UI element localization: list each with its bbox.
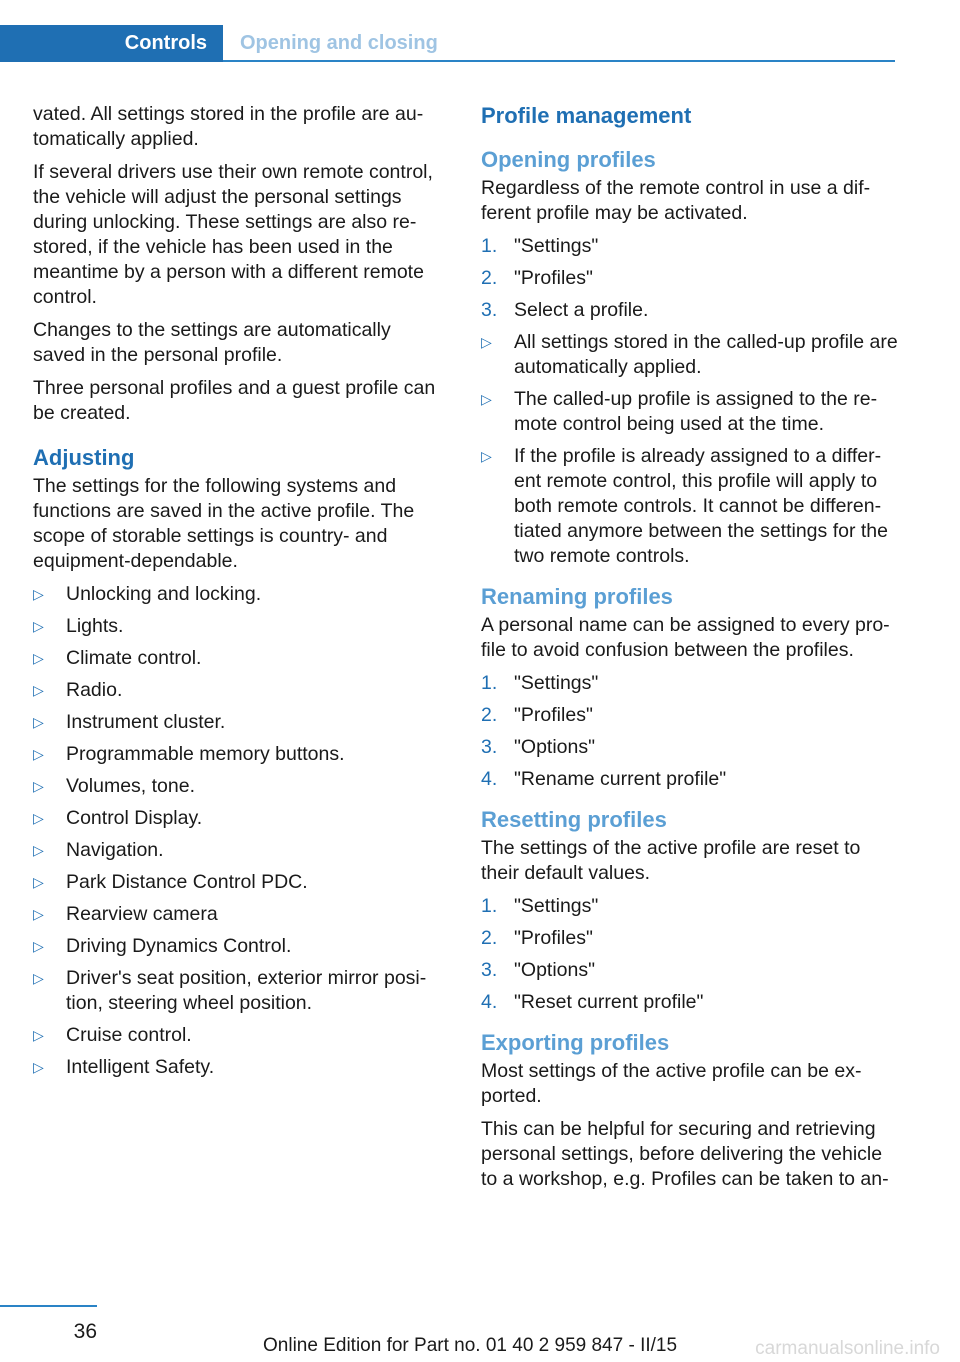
paragraph: Three personal profiles and a guest profile can be created.	[33, 377, 436, 424]
step-number: 4.	[481, 991, 498, 1013]
step-item	[481, 671, 901, 696]
step-text: "Settings"	[514, 235, 599, 257]
paragraph: This can be helpful for securing and retrieving personal settings, before delivering the vehicle to a workshop, e.g. Profiles can be taken to an-	[481, 1118, 889, 1190]
list-item	[33, 902, 445, 927]
list-item-text: Unlocking and locking.	[66, 583, 262, 605]
settings-list	[33, 582, 445, 1080]
heading-resetting-profiles: Resetting profiles	[481, 807, 667, 832]
step-number: 3.	[481, 959, 498, 981]
list-item	[33, 806, 445, 831]
triangle-bullet-icon: ▷	[33, 874, 44, 890]
step-item	[481, 703, 901, 728]
step-text: "Settings"	[514, 672, 599, 694]
step-item	[481, 234, 901, 259]
step-number: 2.	[481, 267, 498, 289]
list-item	[33, 774, 445, 799]
step-number: 1.	[481, 895, 498, 917]
triangle-bullet-icon: ▷	[33, 810, 44, 826]
step-item	[481, 266, 901, 291]
paragraph: If several drivers use their own remote control, the vehicle will adjust the personal settings during unlocking. These settings are also re-stored, if the vehicle has been used in the meantime by a person with a different remote control.	[33, 161, 433, 308]
paragraph: vated. All settings stored in the profile are au-tomatically applied.	[33, 103, 424, 150]
list-item-text: Climate control.	[66, 647, 202, 669]
heading-renaming-profiles: Renaming profiles	[481, 584, 673, 609]
triangle-bullet-icon: ▷	[33, 1059, 44, 1075]
triangle-bullet-icon: ▷	[33, 618, 44, 634]
step-text: "Profiles"	[514, 704, 593, 726]
step-number: 3.	[481, 736, 498, 758]
list-item	[33, 1023, 445, 1048]
step-number: 2.	[481, 704, 498, 726]
list-item-text: Driver's seat position, exterior mirror posi-tion, steering wheel position.	[66, 967, 427, 1014]
step-number: 1.	[481, 235, 498, 257]
step-text: "Options"	[514, 736, 596, 758]
list-item-text: Radio.	[66, 679, 123, 701]
triangle-bullet-icon: ▷	[33, 714, 44, 730]
triangle-bullet-icon: ▷	[33, 778, 44, 794]
list-item-text: Rearview camera	[66, 903, 218, 925]
list-item-text: Instrument cluster.	[66, 711, 226, 733]
page-number: 36	[73, 1320, 97, 1343]
step-item	[481, 926, 901, 951]
list-item	[33, 1055, 445, 1080]
heading-profile-management: Profile management	[481, 103, 692, 128]
step-number: 2.	[481, 927, 498, 949]
triangle-bullet-icon: ▷	[33, 906, 44, 922]
list-item	[481, 444, 901, 569]
list-item	[33, 870, 445, 895]
triangle-bullet-icon: ▷	[481, 391, 492, 407]
triangle-bullet-icon: ▷	[481, 334, 492, 350]
triangle-bullet-icon: ▷	[33, 746, 44, 762]
list-item	[33, 934, 445, 959]
triangle-bullet-icon: ▷	[33, 650, 44, 666]
edition-note: Online Edition for Part no. 01 40 2 959 847 - II/15	[263, 1335, 678, 1356]
paragraph: The settings of the active profile are reset to their default values.	[481, 837, 861, 884]
paragraph: A personal name can be assigned to every pro-file to avoid confusion between the profiles.	[481, 614, 890, 661]
triangle-bullet-icon: ▷	[33, 682, 44, 698]
list-item-text: Intelligent Safety.	[66, 1056, 215, 1078]
list-item	[33, 966, 445, 1016]
resetting-steps	[481, 894, 901, 1015]
footer-rule	[0, 1305, 97, 1307]
paragraph: Most settings of the active profile can be ex-ported.	[481, 1060, 862, 1107]
list-item	[33, 678, 445, 703]
tab-opening-and-closing[interactable]: Opening and closing	[240, 32, 438, 54]
list-item-text: The called-up profile is assigned to the re-mote control being used at the time.	[514, 388, 878, 435]
list-item-text: All settings stored in the called-up profile are automatically applied.	[514, 331, 898, 378]
paragraph: Changes to the settings are automatically saved in the personal profile.	[33, 319, 391, 366]
triangle-bullet-icon: ▷	[33, 1027, 44, 1043]
list-item-text: Park Distance Control PDC.	[66, 871, 308, 893]
triangle-bullet-icon: ▷	[481, 448, 492, 464]
paragraph: The settings for the following systems and functions are saved in the active profile. The scope of storable settings is country- and equipment-dependable.	[33, 475, 415, 572]
watermark: carmanualsonline.info	[755, 1338, 940, 1359]
list-item	[33, 710, 445, 735]
list-item-text: Volumes, tone.	[66, 775, 195, 797]
step-text: Select a profile.	[514, 299, 649, 321]
step-item	[481, 735, 901, 760]
list-item	[33, 582, 445, 607]
list-item-text: Navigation.	[66, 839, 164, 861]
list-item	[481, 387, 901, 437]
triangle-bullet-icon: ▷	[33, 586, 44, 602]
step-text: "Rename current profile"	[514, 768, 727, 790]
list-item	[33, 838, 445, 863]
heading-opening-profiles: Opening profiles	[481, 147, 656, 172]
paragraph: Regardless of the remote control in use a dif-ferent profile may be activated.	[481, 177, 871, 224]
list-item-text: Driving Dynamics Control.	[66, 935, 292, 957]
opening-steps	[481, 234, 901, 323]
triangle-bullet-icon: ▷	[33, 842, 44, 858]
list-item-text: Lights.	[66, 615, 124, 637]
triangle-bullet-icon: ▷	[33, 970, 44, 986]
list-item-text: Programmable memory buttons.	[66, 743, 345, 765]
list-item	[33, 742, 445, 767]
step-text: "Settings"	[514, 895, 599, 917]
heading-adjusting: Adjusting	[33, 445, 135, 470]
step-item	[481, 298, 901, 323]
heading-exporting-profiles: Exporting profiles	[481, 1030, 670, 1055]
list-item-text: Control Display.	[66, 807, 203, 829]
step-number: 4.	[481, 768, 498, 790]
list-item	[481, 330, 901, 380]
step-text: "Options"	[514, 959, 596, 981]
step-text: "Reset current profile"	[514, 991, 704, 1013]
left-column	[33, 102, 445, 1087]
tab-controls[interactable]: Controls	[0, 25, 223, 62]
step-item	[481, 958, 901, 983]
step-item	[481, 990, 901, 1015]
list-item-text: Cruise control.	[66, 1024, 192, 1046]
renaming-steps	[481, 671, 901, 792]
opening-notes	[481, 330, 901, 569]
step-item	[481, 894, 901, 919]
step-number: 1.	[481, 672, 498, 694]
step-number: 3.	[481, 299, 498, 321]
right-column	[481, 102, 901, 1192]
list-item	[33, 646, 445, 671]
step-text: "Profiles"	[514, 267, 593, 289]
step-text: "Profiles"	[514, 927, 593, 949]
list-item	[33, 614, 445, 639]
list-item-text: If the profile is already assigned to a differ-ent remote control, this profile will apply to both remote controls. It cannot be differen-tiated anymore between the settings for the two remote controls.	[514, 445, 888, 567]
step-item	[481, 767, 901, 792]
triangle-bullet-icon: ▷	[33, 938, 44, 954]
